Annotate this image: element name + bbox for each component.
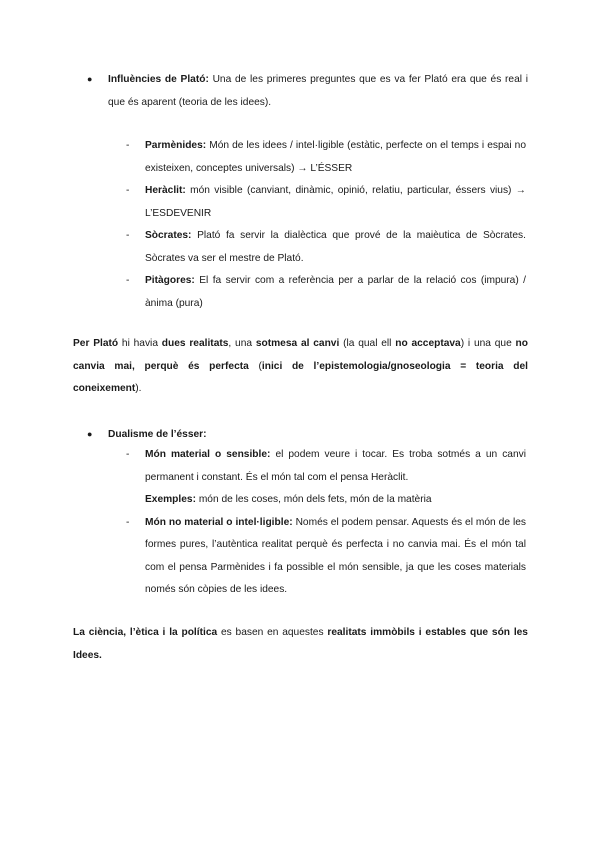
item-text: el podem veure i tocar. Es troba sotmés a un canvi permanent i constant. És el món tal com el pensa Heràclit. bbox=[145, 449, 526, 483]
dualism-list bbox=[126, 444, 526, 602]
item-text: Només el podem pensar. Aquests és el món de les formes pures, l’autèntica realitat perquè és perfecta i no canvia mai. És el món tal com el pensa Parmènides i fa possible el món sensible, ja que les coses materials només són còpies de les idees. bbox=[145, 516, 526, 595]
list-item bbox=[126, 512, 526, 602]
dualism-line bbox=[88, 423, 528, 446]
examples-label: Exemples: bbox=[145, 494, 196, 505]
list-item bbox=[126, 135, 526, 180]
item-name: Pitàgores: bbox=[145, 275, 195, 286]
list-item bbox=[126, 444, 526, 512]
text-fragment: es basen en aquestes bbox=[217, 627, 328, 638]
examples-line bbox=[145, 489, 526, 512]
bullet-icon: ● bbox=[87, 74, 93, 84]
item-text: món visible (canviant, dinàmic, opinió, relatiu, particular, éssers vius) → L’ESDEVENIR bbox=[145, 185, 526, 219]
item-text: Món de les idees / intel·ligible (estàtic, perfecte on el temps i espai no existeixen, conceptes universals) → L’ÉSSER bbox=[145, 140, 526, 174]
item-name: Món material o sensible: bbox=[145, 449, 271, 460]
item-name: Sòcrates: bbox=[145, 230, 192, 241]
realities-paragraph bbox=[73, 333, 528, 401]
text-fragment: sotmesa al canvi bbox=[255, 338, 340, 349]
influences-bullet bbox=[88, 68, 528, 114]
conclusion-paragraph bbox=[73, 622, 528, 667]
influences-text: Una de les primeres preguntes que es va fer Plató era que és real i que és aparent (teoria de les idees). bbox=[108, 74, 528, 108]
item-name: Parmènides: bbox=[145, 140, 207, 151]
dash-icon: - bbox=[126, 449, 130, 460]
text-fragment: ) i una que bbox=[460, 338, 516, 349]
examples-text: món de les coses, món dels fets, món de la matèria bbox=[198, 494, 432, 505]
list-item bbox=[126, 225, 526, 270]
dualism-bullet bbox=[88, 423, 528, 446]
dash-icon: - bbox=[126, 230, 130, 241]
text-fragment: ( bbox=[248, 360, 262, 372]
dash-icon: - bbox=[126, 185, 130, 196]
text-fragment: Per Plató bbox=[73, 338, 119, 349]
text-fragment: , una bbox=[228, 338, 256, 349]
text-fragment: dues realitats bbox=[161, 338, 229, 349]
text-fragment: La ciència, l’ètica i la política bbox=[73, 627, 218, 638]
dash-icon: - bbox=[126, 275, 130, 286]
item-name: Món no material o intel·ligible: bbox=[145, 516, 293, 528]
dash-icon: - bbox=[126, 516, 130, 528]
text-fragment: (la qual ell bbox=[339, 338, 396, 349]
dash-icon: - bbox=[126, 140, 130, 151]
list-item bbox=[126, 180, 526, 225]
item-text: El fa servir com a referència per a parlar de la relació cos (impura) / ànima (pura) bbox=[145, 275, 526, 309]
item-text: Plató fa servir la dialèctica que prové de la maièutica de Sòcrates. Sòcrates va ser el mestre de Plató. bbox=[145, 230, 526, 264]
text-fragment: hi havia bbox=[118, 338, 162, 349]
influences-line bbox=[88, 68, 528, 114]
influences-term: Influències de Plató: bbox=[108, 74, 209, 85]
bullet-icon: ● bbox=[87, 429, 93, 439]
text-fragment: realitats immòbils i estables que són les Idees. bbox=[73, 627, 528, 661]
item-name: Heràclit: bbox=[145, 185, 186, 196]
text-fragment: no canvia mai, perquè és perfecta bbox=[73, 338, 528, 372]
dualism-title: Dualisme de l’ésser: bbox=[108, 429, 207, 440]
list-item bbox=[126, 270, 526, 315]
text-fragment: inici de l’epistemologia/gnoseologia = teoria del coneixement bbox=[73, 360, 528, 394]
influences-list bbox=[126, 135, 526, 315]
text-fragment: no acceptava bbox=[395, 338, 461, 349]
text-fragment: ). bbox=[135, 383, 142, 394]
